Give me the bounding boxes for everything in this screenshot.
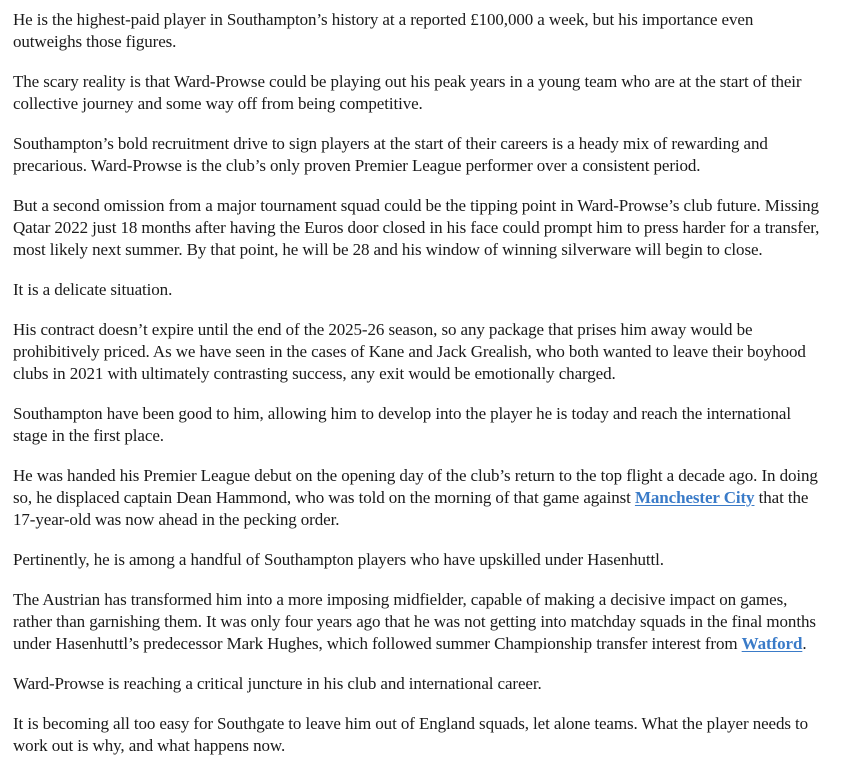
- manchester-city-link[interactable]: Manchester City: [634, 488, 755, 507]
- paragraph-peak-years: The scary reality is that Ward-Prowse could be playing out his peak years in a young team who are at the start of their collective journey and some way off from being competitive.: [13, 72, 802, 113]
- paragraph-austrian-before: The Austrian has transformed him into a more imposing midfielder, capable of making a decisive impact on games, rather than garnishing them. It was only four years ago that he was not getting into matchday squads in the final months under Hasenhuttl’s predecessor Mark Hughes, which followed summer Championship transfer interest from: [13, 590, 816, 653]
- paragraph-contract: His contract doesn’t expire until the end of the 2025-26 season, so any package that prises him away would be prohibitively priced. As we have seen in the cases of Kane and Jack Grealish, who both wanted to leave their boyhood clubs in 2021 with ultimately contrasting success, any exit would be emotionally charged.: [13, 320, 806, 383]
- paragraph-salary: He is the highest-paid player in Southampton’s history at a reported £100,000 a week, but his importance even outweighs those figures.: [13, 10, 754, 51]
- paragraph-debut: [13, 465, 821, 531]
- watford-link[interactable]: Watford: [741, 634, 803, 653]
- paragraph-upskilled: Pertinently, he is among a handful of Southampton players who have upskilled under Hasenhuttl.: [13, 550, 664, 569]
- paragraph-southgate: It is becoming all too easy for Southgate to leave him out of England squads, let alone teams. What the player needs to work out is why, and what happens now.: [13, 714, 809, 755]
- paragraph-critical-juncture: Ward-Prowse is reaching a critical juncture in his club and international career.: [13, 674, 542, 693]
- paragraph-tournament-omission: But a second omission from a major tournament squad could be the tipping point in Ward-Prowse’s club future. Missing Qatar 2022 just 18 months after having the Euros door closed in his face could prompt him to press harder for a transfer, most likely next summer. By that point, he will be 28 and his window of winning silverware will begin to close.: [13, 196, 820, 259]
- paragraph-debut-after: that the 17-year-old was now ahead in the pecking order.: [13, 488, 809, 529]
- paragraph-austrian-after: .: [802, 634, 807, 653]
- paragraph-recruitment: Southampton’s bold recruitment drive to sign players at the start of their careers is a heady mix of rewarding and precarious. Ward-Prowse is the club’s only proven Premier League performer over a consistent period.: [13, 134, 768, 175]
- paragraph-good-to-him: Southampton have been good to him, allowing him to develop into the player he is today and reach the international stage in the first place.: [13, 404, 791, 445]
- paragraph-delicate-situation: It is a delicate situation.: [13, 280, 173, 299]
- paragraph-debut-before: He was handed his Premier League debut on the opening day of the club’s return to the top flight a decade ago. In doing so, he displaced captain Dean Hammond, who was told on the morning of that game against: [13, 466, 818, 507]
- paragraph-austrian: [13, 589, 821, 655]
